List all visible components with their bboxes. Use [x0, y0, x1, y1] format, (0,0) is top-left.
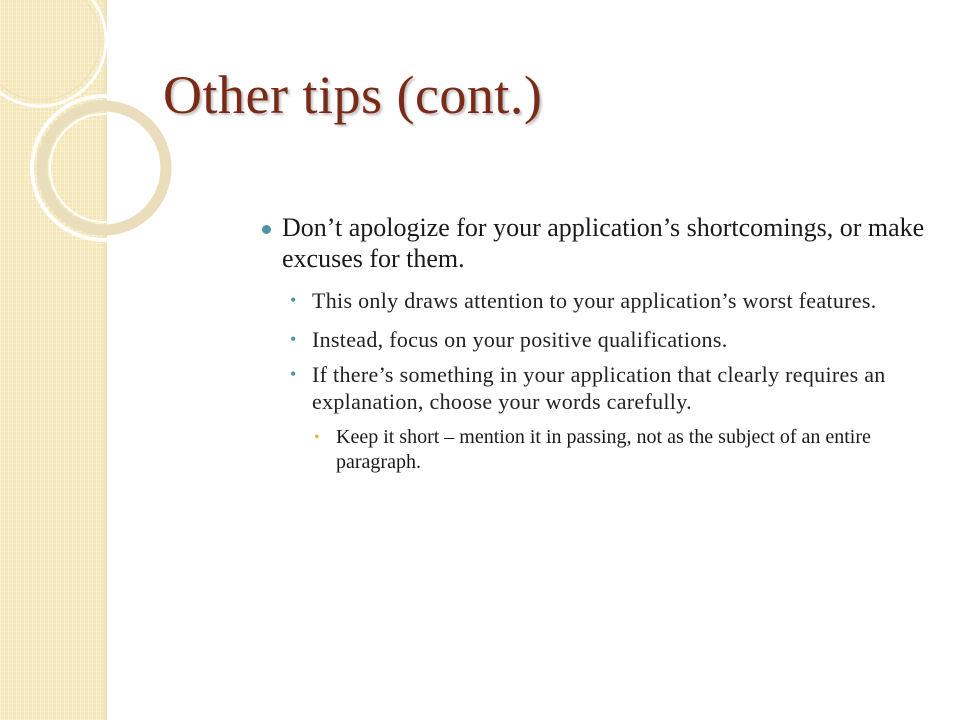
bullet-text: Don’t apologize for your application’s shortcomings, or make excuses for them.	[282, 213, 925, 273]
bullet-dot-icon: •	[290, 290, 297, 310]
bullet-text: Instead, focus on your positive qualifications.	[312, 327, 728, 352]
bullet-dot-icon: •	[290, 329, 297, 349]
bullet-text: If there’s something in your application that clearly requires an explanation, choose your words carefully.	[312, 362, 886, 414]
slide-content	[262, 212, 942, 475]
bullet-level3	[314, 425, 942, 475]
bullet-dot-icon: •	[290, 364, 297, 384]
upper-ring-inner-icon	[0, 0, 100, 100]
bullet-level2	[290, 326, 942, 353]
bullet-level2	[290, 361, 942, 415]
decorative-rings	[0, 0, 200, 260]
bullet-dot-icon: •	[314, 429, 320, 446]
lower-ring-inner-icon	[50, 114, 158, 222]
bullet-text: This only draws attention to your application’s worst features.	[312, 288, 877, 313]
lower-ring-icon	[32, 96, 176, 240]
bullet-level1	[262, 212, 942, 274]
slide-title: Other tips (cont.)	[163, 65, 543, 125]
bullet-dot-icon	[262, 225, 271, 234]
bullet-text: Keep it short – mention it in passing, not as the subject of an entire paragraph.	[336, 426, 871, 473]
bullet-level2	[290, 287, 942, 314]
upper-ring-icon	[0, 0, 106, 106]
lower-ring-band-icon	[42, 106, 166, 230]
